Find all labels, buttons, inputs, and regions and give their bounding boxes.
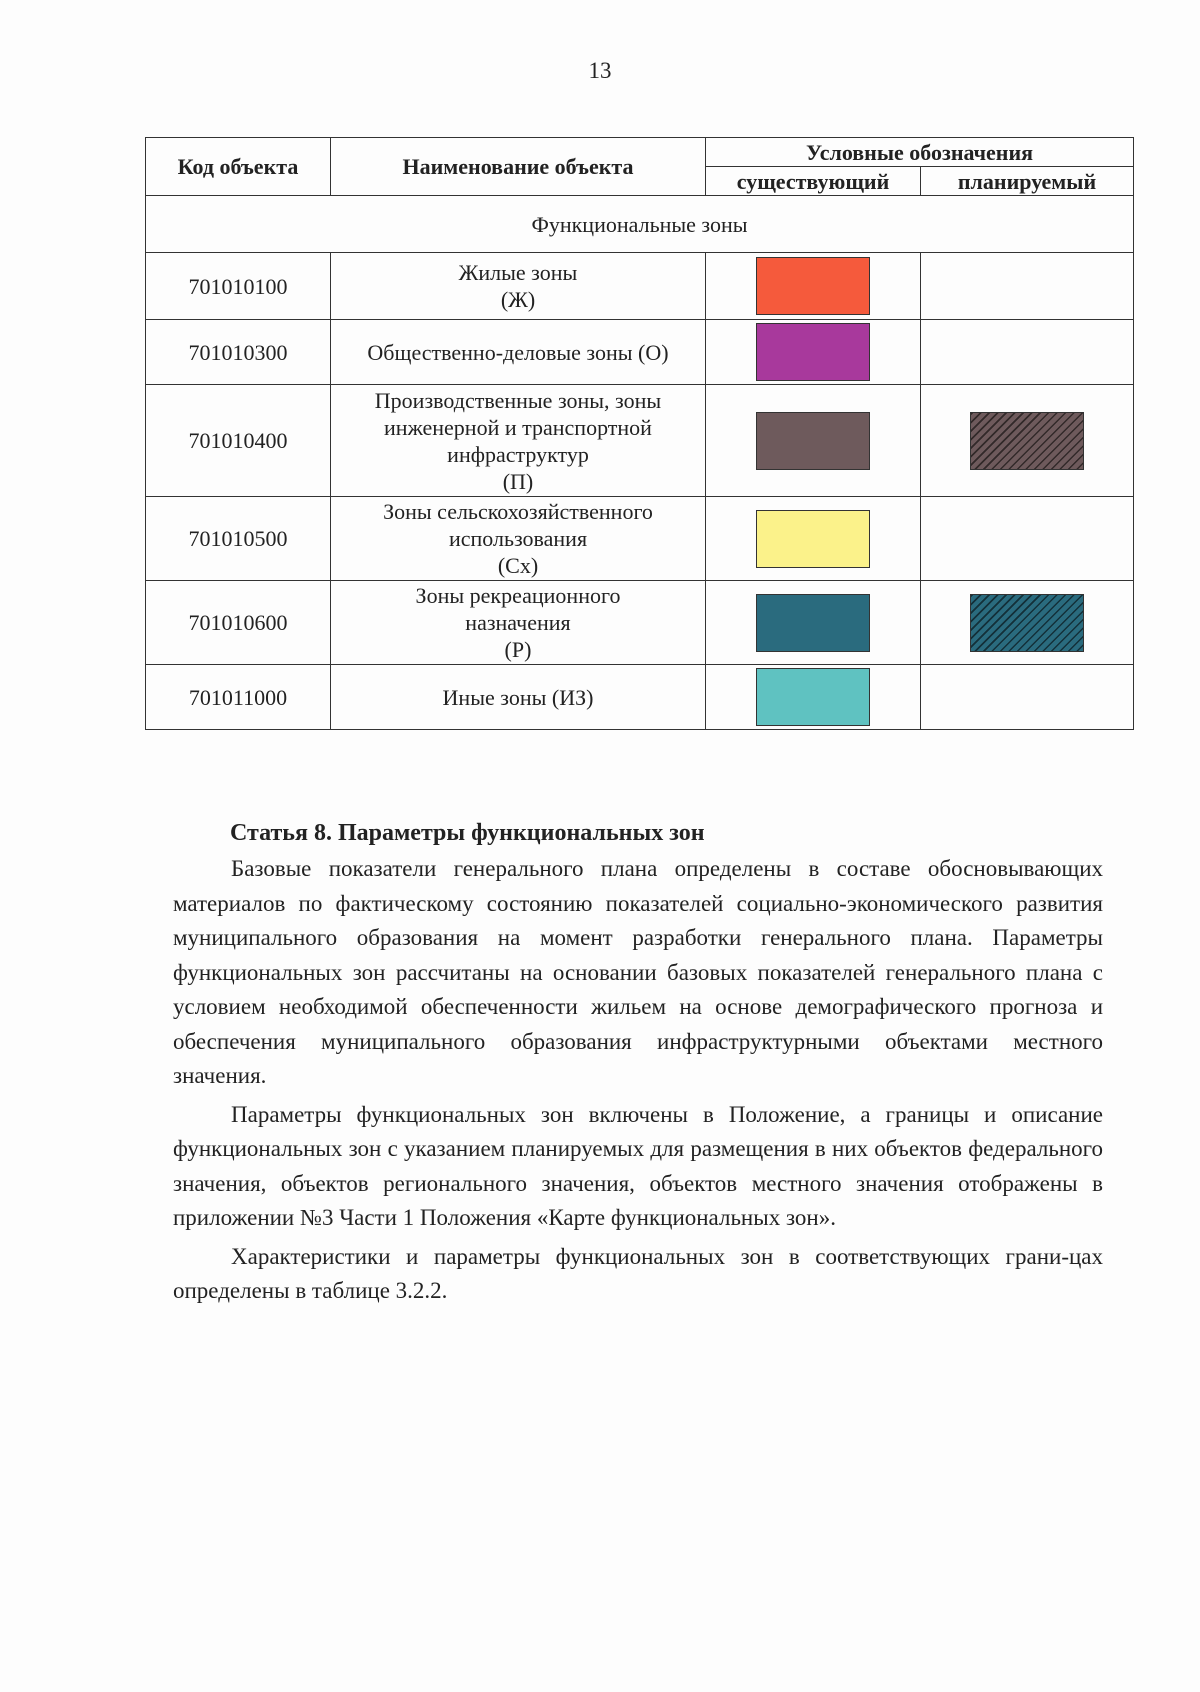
existing-symbol-cell (706, 497, 921, 581)
planned-symbol-cell (921, 320, 1134, 385)
object-name-line: Общественно-деловые зоны (О) (367, 339, 669, 365)
table-row (146, 497, 1134, 581)
existing-color-swatch (756, 323, 870, 381)
existing-color-swatch (756, 668, 870, 726)
object-code: 701011000 (146, 665, 331, 730)
page-number: 13 (588, 58, 612, 83)
object-name (331, 497, 706, 581)
planned-symbol-cell (921, 385, 1134, 497)
object-code: 701010300 (146, 320, 331, 385)
object-name (331, 581, 706, 665)
table-row (146, 253, 1134, 320)
existing-color-swatch (756, 412, 870, 470)
existing-color-swatch (756, 257, 870, 315)
object-name-line: назначения (465, 610, 571, 635)
object-name-line: Зоны сельскохозяйственного (383, 499, 653, 524)
planned-symbol-cell (921, 665, 1134, 730)
planned-hatched-swatch (970, 594, 1084, 652)
table-row (146, 385, 1134, 497)
existing-symbol-cell (706, 385, 921, 497)
object-code: 701010600 (146, 581, 331, 665)
object-code: 701010100 (146, 253, 331, 320)
object-name-line: Производственные зоны, зоны (374, 387, 662, 413)
object-name-line: инженерной и транспортной (384, 414, 652, 440)
object-name (331, 665, 706, 730)
legend-table (145, 137, 1134, 730)
existing-color-swatch (756, 510, 870, 568)
existing-symbol-cell (706, 253, 921, 320)
header-name: Наименование объекта (331, 138, 706, 196)
paragraph: Характеристики и параметры функциональных зон в соответствующих грани-цах определены в таблице 3.2.2. (173, 1243, 1103, 1303)
existing-symbol-cell (706, 581, 921, 665)
object-name-line: инфраструктур (447, 441, 589, 467)
object-name (331, 385, 706, 497)
object-name-line: (П) (502, 468, 534, 494)
paragraph: Базовые показатели генерального плана определены в составе обосновывающих материалов по фактическому состоянию показателей социально-экономического развития муниципального образования на момент разработки генерального плана. Параметры функциональных зон рассчитаны на основании базовых показателей генерального плана с условием необходимой обеспеченности жильем на основе демографического прогноза и обеспечения муниципального образования инфраструктурными объектами местного значения. (173, 856, 1103, 1088)
object-name (331, 320, 706, 385)
section-title: Функциональные зоны (146, 196, 1134, 253)
object-name-line: (Сх) (497, 553, 539, 578)
table-row (146, 665, 1134, 730)
paragraph: Параметры функциональных зон включены в Положение, а границы и описание функциональных зон с указанием планируемых для размещения в них объектов федерального значения, объектов регионального значения, объектов местного значения отображены в приложении №3 Части 1 Положения «Карте функциональных зон». (173, 1101, 1103, 1230)
header-existing: существующий (706, 167, 921, 196)
existing-color-swatch (756, 594, 870, 652)
existing-symbol-cell (706, 665, 921, 730)
object-code: 701010400 (146, 385, 331, 497)
object-name-line: (Р) (504, 637, 532, 662)
table-row (146, 581, 1134, 665)
header-symbols: Условные обозначения (706, 138, 1134, 167)
article-body (173, 852, 1103, 1313)
planned-symbol-cell (921, 497, 1134, 581)
header-code: Код объекта (146, 138, 331, 196)
header-planned: планируемый (921, 167, 1134, 196)
object-name-line: (Ж) (500, 287, 536, 312)
planned-symbol-cell (921, 581, 1134, 665)
article-title: Статья 8. Параметры функциональных зон (230, 820, 705, 846)
planned-hatched-swatch (970, 412, 1084, 470)
object-name-line: использования (448, 526, 588, 551)
planned-symbol-cell (921, 253, 1134, 320)
object-name-line: Жилые зоны (458, 260, 578, 285)
object-name (331, 253, 706, 320)
existing-symbol-cell (706, 320, 921, 385)
object-code: 701010500 (146, 497, 331, 581)
object-name-line: Зоны рекреационного (415, 583, 621, 608)
object-name-line: Иные зоны (ИЗ) (442, 684, 594, 710)
table-row (146, 320, 1134, 385)
